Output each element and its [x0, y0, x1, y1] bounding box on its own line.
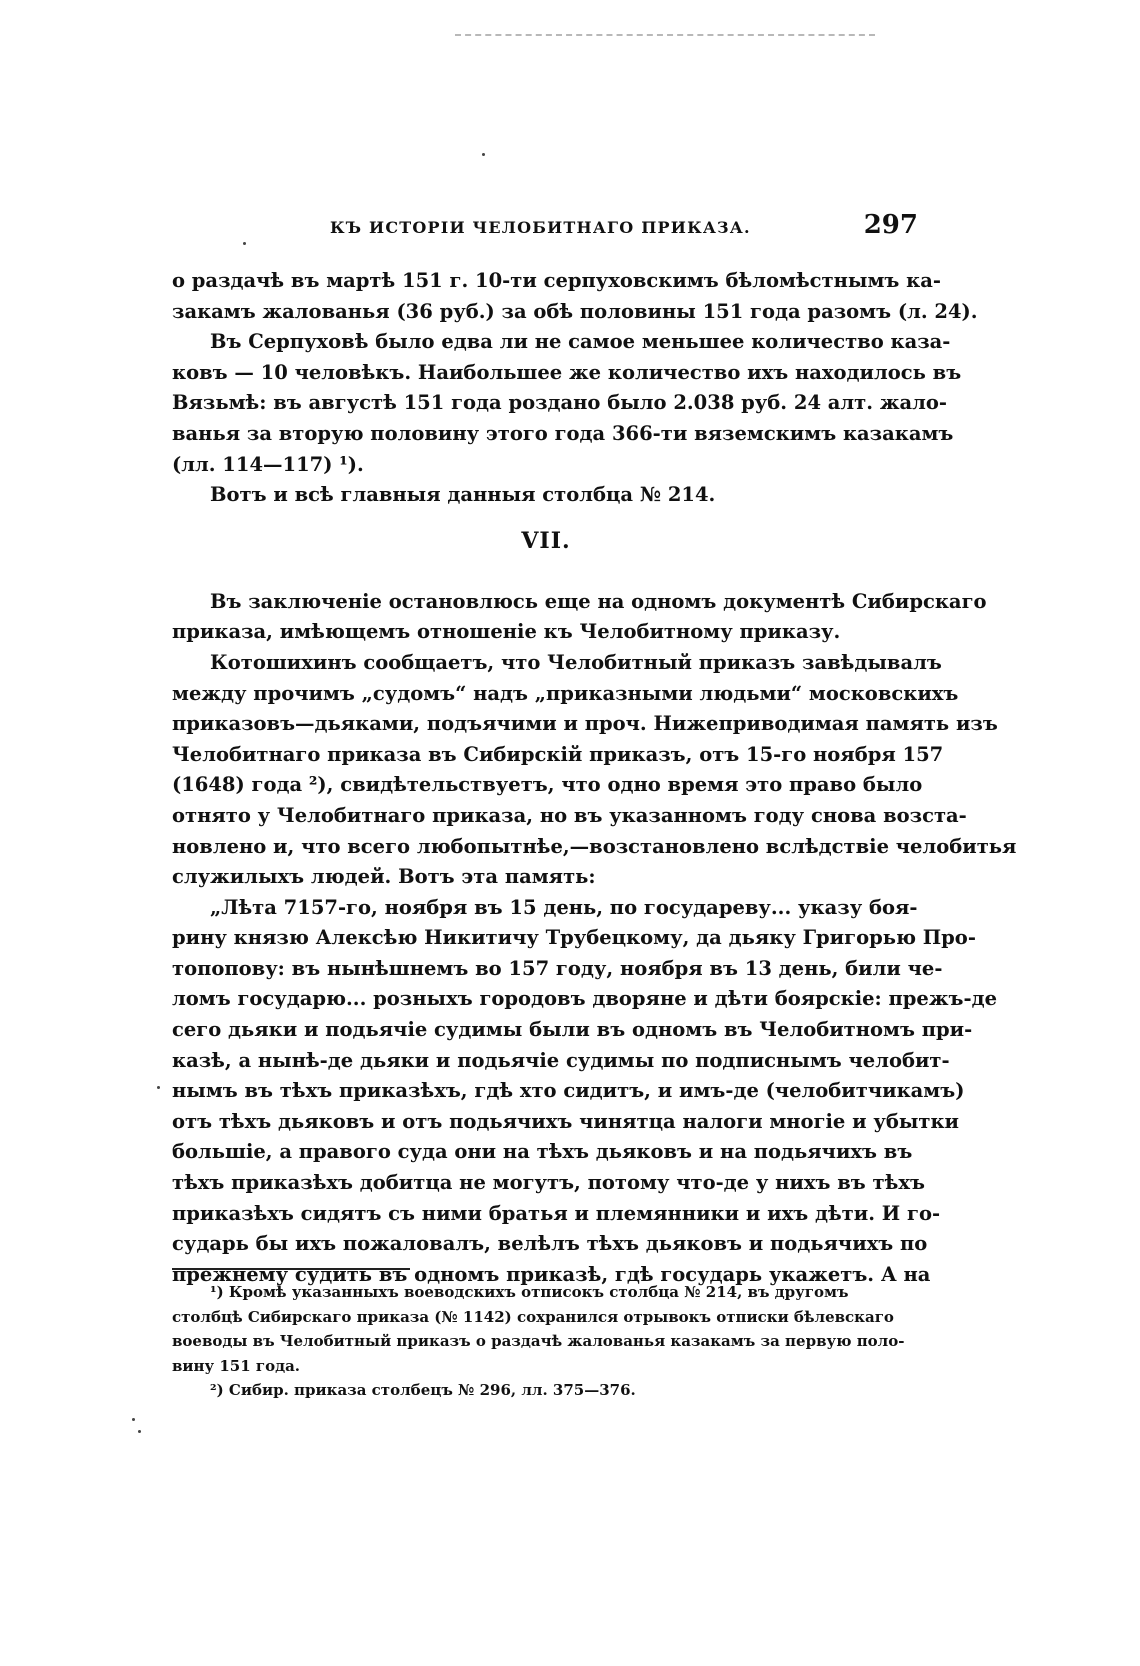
text-line: казѣ, а нынѣ-де дьяки и подьячіе судимы по подписнымъ челобит-: [172, 1048, 950, 1072]
page-number: 297: [863, 210, 918, 240]
main-text: [172, 266, 1017, 1290]
scan-speck: [138, 1430, 141, 1433]
text-line: (1648) года ²), свидѣтельствуетъ, что одно время это право было: [172, 773, 923, 797]
text-line: топопову: въ нынѣшнемъ во 157 году, ноября въ 13 день, били че-: [172, 956, 943, 980]
footnote-line: воеводы въ Челобитный приказъ о раздачѣ жалованья казакамъ за первую поло-: [172, 1332, 905, 1350]
text-line: ковъ — 10 человѣкъ. Наибольшее же количество ихъ находилось въ: [172, 360, 962, 384]
footnote-line: вину 151 года.: [172, 1356, 301, 1375]
text-line: нымъ въ тѣхъ приказѣхъ, гдѣ хто сидитъ, и имъ-де (челобитчикамъ): [172, 1079, 965, 1103]
text-line: закамъ жалованья (36 руб.) за обѣ половины 151 года разомъ (л. 24).: [172, 299, 978, 323]
text-line: приказа, имѣющемъ отношеніе къ Челобитному приказу.: [172, 620, 841, 644]
text-line: Челобитнаго приказа въ Сибирскій приказъ, отъ 15-го ноября 157: [172, 742, 944, 766]
text-line: между прочимъ „судомъ“ надъ „приказными людьми“ московскихъ: [172, 681, 959, 705]
text-line: ломъ государю... розныхъ городовъ дворяне и дѣти боярскіе: прежъ-де: [172, 987, 997, 1011]
spacer: [172, 571, 920, 587]
footnote-divider: [172, 1268, 410, 1270]
text-line: Вотъ и всѣ главныя данныя столбца № 214.: [210, 483, 716, 507]
scan-edge-line: [455, 34, 875, 36]
text-line: тѣхъ приказѣхъ добитца не могутъ, потому что-де у нихъ въ тѣхъ: [172, 1171, 925, 1195]
running-head: [170, 210, 918, 244]
text-line: служилыхъ людей. Вотъ эта память:: [172, 865, 596, 889]
text-line: новлено и, что всего любопытнѣе,—возстановлено вслѣдствіе челобитья: [172, 834, 1017, 858]
text-line: Въ заключеніе остановлюсь еще на одномъ документѣ Сибирскаго: [210, 589, 987, 613]
footnote-line: столбцѣ Сибирскаго приказа (№ 1142) сохранился отрывокъ отписки бѣлевскаго: [172, 1307, 894, 1326]
text-line: Вязьмѣ: въ августѣ 151 года роздано было 2.038 руб. 24 алт. жало-: [172, 391, 948, 415]
footnote-line: ¹) Кромѣ указанныхъ воеводскихъ отписокъ столбца № 214, въ другомъ: [210, 1283, 849, 1301]
text-line: Котошихинъ сообщаетъ, что Челобитный приказъ завѣдывалъ: [210, 650, 942, 674]
text-line: большіе, а правого суда они на тѣхъ дьяковъ и на подьячихъ въ: [172, 1140, 913, 1164]
text-line: ванья за вторую половину этого года 366-ти вяземскимъ казакамъ: [172, 421, 954, 445]
text-line: сударь бы ихъ пожаловалъ, велѣлъ тѣхъ дьяковъ и подьячихъ по: [172, 1232, 928, 1256]
scan-speck: [132, 1418, 135, 1421]
scan-speck: [157, 1086, 160, 1089]
text-line: „Лѣта 7157-го, ноября въ 15 день, по государеву... указу боя-: [210, 895, 918, 919]
text-line: о раздачѣ въ мартѣ 151 г. 10-ти серпуховскимъ бѣломѣстнымъ ка-: [172, 269, 941, 292]
footnote-line: ²) Сибир. приказа столбецъ № 296, лл. 375—376.: [210, 1381, 636, 1399]
text-line: Въ Серпуховѣ было едва ли не самое меньшее количество каза-: [210, 330, 951, 354]
text-line: рину князю Алексѣю Никитичу Трубецкому, да дьяку Григорью Про-: [172, 926, 976, 950]
footnotes: [172, 1280, 920, 1403]
running-title: КЪ ИСТОРІИ ЧЕЛОБИТНАГО ПРИКАЗА.: [330, 218, 751, 237]
text-line: отнято у Челобитнаго приказа, но въ указанномъ году снова возста-: [172, 803, 967, 827]
text-line: приказѣхъ сидятъ съ ними братья и племянники и ихъ дѣти. И го-: [172, 1201, 941, 1225]
text-line: прежнему судить въ одномъ приказѣ, гдѣ государь укажетъ. А на: [172, 1262, 931, 1286]
text-line: (лл. 114—117) ¹).: [172, 452, 364, 476]
section-heading: VII.: [521, 527, 571, 554]
text-line: приказовъ—дьяками, подъячими и проч. Нижеприводимая память изъ: [172, 712, 998, 736]
scan-speck: [482, 153, 485, 156]
text-line: сего дьяки и подьячіе судимы были въ одномъ въ Челобитномъ при-: [172, 1018, 973, 1042]
text-line: отъ тѣхъ дьяковъ и отъ подьячихъ чинятца налоги многіе и убытки: [172, 1109, 960, 1133]
